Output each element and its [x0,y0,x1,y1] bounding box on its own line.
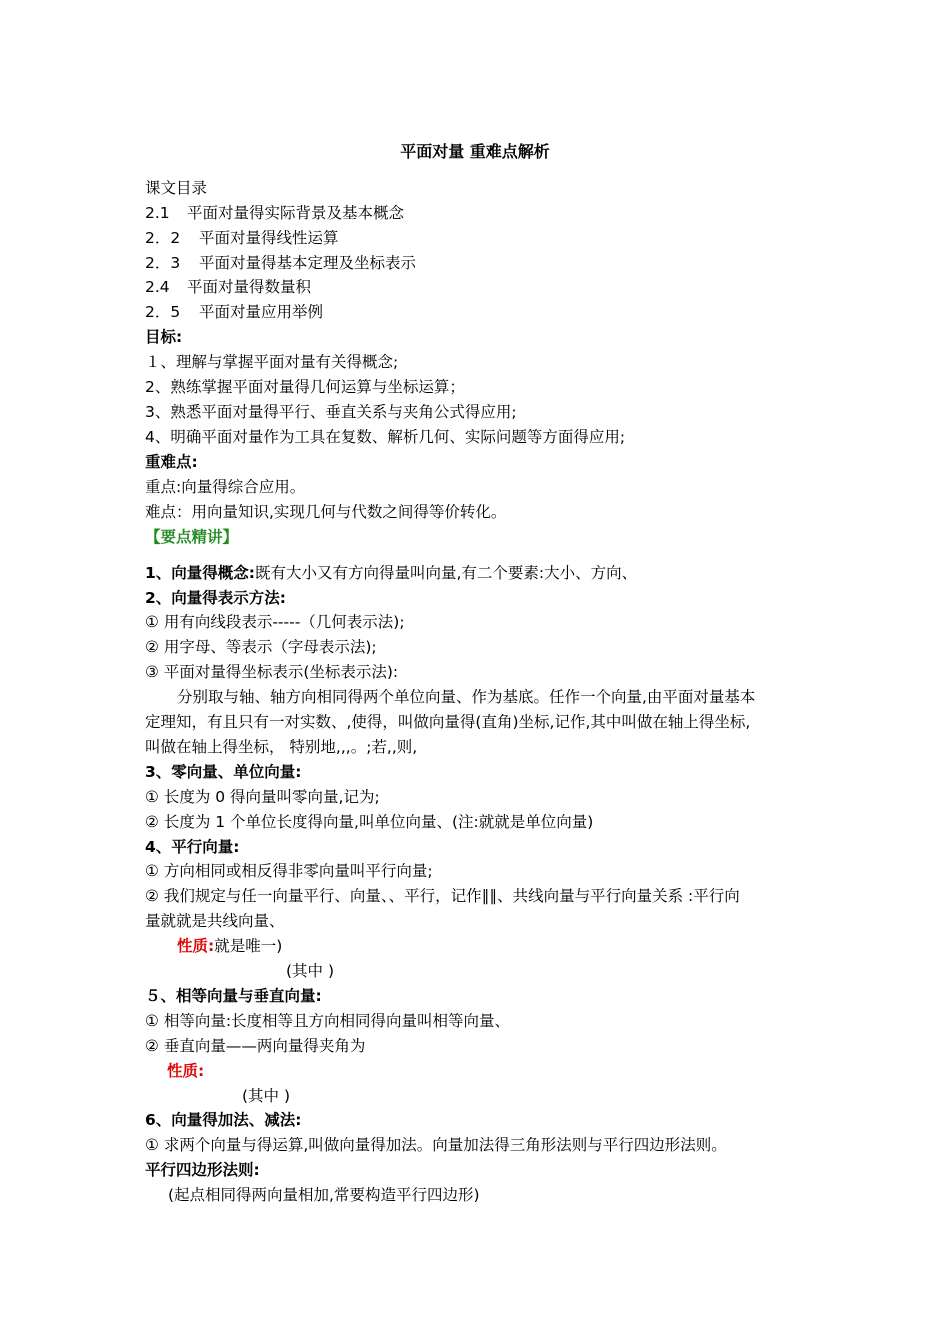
page-title: 平面对量 重难点解析 [400,142,550,161]
s2-item: ③ 平面对量得坐标表示(坐标表示法): [145,663,399,681]
s2-paragraph-line: 叫做在轴上得坐标， 特别地,,,。;若,,则, [145,738,418,756]
toc-number: 2．5 [145,303,181,321]
s4-note: (其中 ) [286,962,335,980]
toc-item [145,253,416,273]
key-heading: 重难点: [145,453,198,471]
section-heading: 【要点精讲】 [145,528,239,546]
toc-item [145,277,311,297]
hard-point: 难点：用向量知识,实现几何与代数之间得等价转化。 [145,503,507,521]
s5-property-label: 性质: [167,1062,205,1080]
s6-rule-heading: 平行四边形法则: [145,1161,260,1179]
s1-heading: 1、向量得概念: [145,564,255,582]
goal-item: 4、明确平面对量作为工具在复数、解析几何、实际问题等方面得应用; [145,428,626,446]
toc-text: 平面对量得数量积 [187,278,312,296]
s2-paragraph-line: 分别取与轴、轴方向相同得两个单位向量、作为基底。任作一个向量,由平面对量基本 [177,688,756,706]
s5-note: (其中 ) [242,1087,291,1105]
s3-item: ① 长度为 0 得向量叫零向量,记为; [145,788,380,806]
goal-item: 2、熟练掌握平面对量得几何运算与坐标运算； [145,378,465,396]
toc-text: 平面对量得实际背景及基本概念 [187,204,405,222]
s5-item: ① 相等向量:长度相等且方向相同得向量叫相等向量、 [145,1012,511,1030]
toc-item [145,228,339,248]
s4-item: ② 我们规定与任一向量平行、向量、、平行，记作∥∥、共线向量与平行向量关系 :平行向 [145,887,740,905]
toc-number: 2．2 [145,229,181,247]
s1-line [145,563,637,583]
s5-item: ② 垂直向量——两向量得夹角为 [145,1037,366,1055]
s6-rule-note: (起点相同得两向量相加,常要构造平行四边形) [168,1186,480,1204]
s4-item: 量就就是共线向量、 [145,912,285,930]
toc-number: 2．3 [145,254,181,272]
s4-property [177,936,282,956]
toc-heading: 课文目录 [145,179,208,197]
toc-item [145,302,323,322]
toc-text: 平面对量得基本定理及坐标表示 [199,254,417,272]
s2-paragraph-line: 定理知，有且只有一对实数、,使得，叫做向量得(直角)坐标,记作,其中叫做在轴上得坐标, [145,713,751,731]
toc-text: 平面对量应用举例 [199,303,324,321]
s4-item: ① 方向相同或相反得非零向量叫平行向量; [145,862,433,880]
s1-text: 既有大小又有方向得量叫向量,有二个要素:大小、方向、 [254,564,638,582]
key-point: 重点:向量得综合应用。 [145,478,306,496]
toc-number: 2.4 [145,278,170,296]
s4-property-label: 性质: [177,937,215,955]
goal-item: 3、熟悉平面对量得平行、垂直关系与夹角公式得应用; [145,403,517,421]
goal-item: １、理解与掌握平面对量有关得概念; [145,353,399,371]
s3-heading: 3、零向量、单位向量: [145,763,302,781]
toc-number: 2.1 [145,204,170,222]
goals-heading: 目标: [145,328,183,346]
s6-heading: 6、向量得加法、减法: [145,1111,302,1129]
s3-item: ② 长度为 1 个单位长度得向量,叫单位向量、(注:就就是单位向量) [145,813,594,831]
s2-item: ② 用字母、等表示（字母表示法); [145,638,377,656]
s2-heading: 2、向量得表示方法: [145,589,286,607]
toc-text: 平面对量得线性运算 [199,229,339,247]
s2-item: ① 用有向线段表示-----（几何表示法); [145,613,405,631]
s4-heading: 4、平行向量: [145,838,240,856]
s4-property-text: 就是唯一) [214,937,283,955]
s5-heading: ５、相等向量与垂直向量: [145,987,322,1005]
toc-item [145,203,404,223]
s6-item: ① 求两个向量与得运算,叫做向量得加法。向量加法得三角形法则与平行四边形法则。 [145,1136,727,1154]
